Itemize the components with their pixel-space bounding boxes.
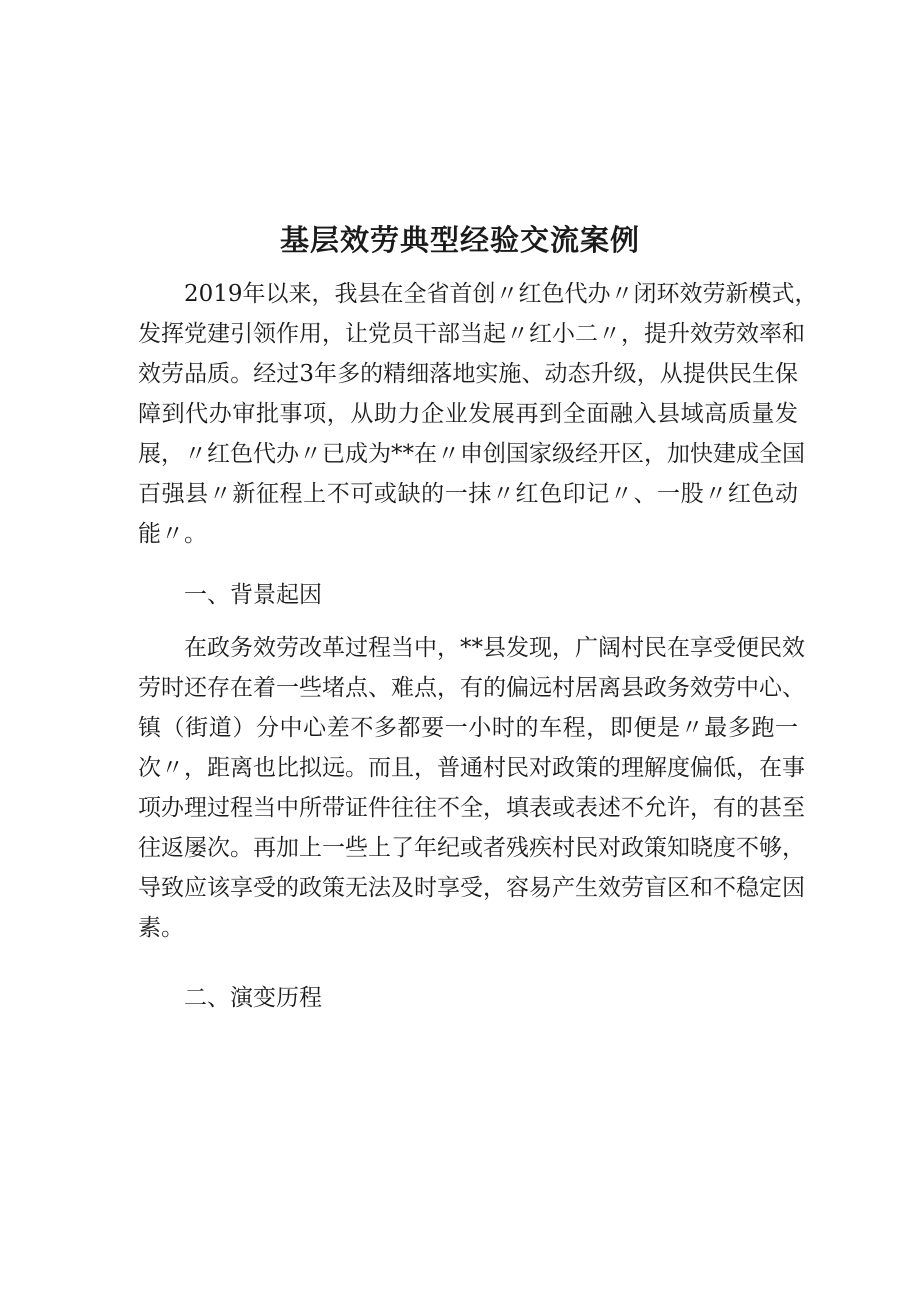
document-title: 基层效劳典型经验交流案例 <box>279 223 640 257</box>
paragraph-line: 展，〃红色代办〃已成为**在〃申创国家级经开区，加快建成全国 <box>138 441 805 467</box>
paragraph-line: 劳时还存在着一些堵点、难点，有的偏远村居离县政务效劳中心、 <box>138 675 805 701</box>
paragraph-line: 能〃。 <box>138 521 207 547</box>
paragraph-line: 次〃，距离也比拟远。而且，普通村民对政策的理解度偏低，在事 <box>138 755 805 781</box>
paragraph-line: 百强县〃新征程上不可或缺的一抹〃红色印记〃、一股〃红色动 <box>138 481 798 507</box>
section-heading-evolution: 二、演变历程 <box>184 985 322 1011</box>
paragraph-line: 项办理过程当中所带证件往往不全，填表或表述不允许，有的甚至 <box>138 795 805 821</box>
paragraph-line: 导致应该享受的政策无法及时享受，容易产生效劳盲区和不稳定因 <box>138 875 805 901</box>
section-heading-background: 一、背景起因 <box>184 582 322 608</box>
paragraph-line: 障到代办审批事项，从助力企业发展再到全面融入县域高质量发 <box>138 401 798 427</box>
paragraph-line: 镇（街道）分中心差不多都要一小时的车程，即便是〃最多跑一 <box>138 715 798 741</box>
paragraph-line: 素。 <box>138 915 184 941</box>
paragraph-line: 在政务效劳改革过程当中，**县发现，广阔村民在享受便民效 <box>184 635 805 661</box>
paragraph-line: 2019年以来，我县在全省首创〃红色代办〃闭环效劳新模式， <box>184 281 818 307</box>
paragraph-line: 发挥党建引领作用，让党员干部当起〃红小二〃，提升效劳效率和 <box>138 321 805 347</box>
paragraph-line: 效劳品质。经过3年多的精细落地实施、动态升级，从提供民生保 <box>138 361 798 387</box>
paragraph-line: 往返屡次。再加上一些上了年纪或者残疾村民对政策知晓度不够， <box>138 835 805 861</box>
